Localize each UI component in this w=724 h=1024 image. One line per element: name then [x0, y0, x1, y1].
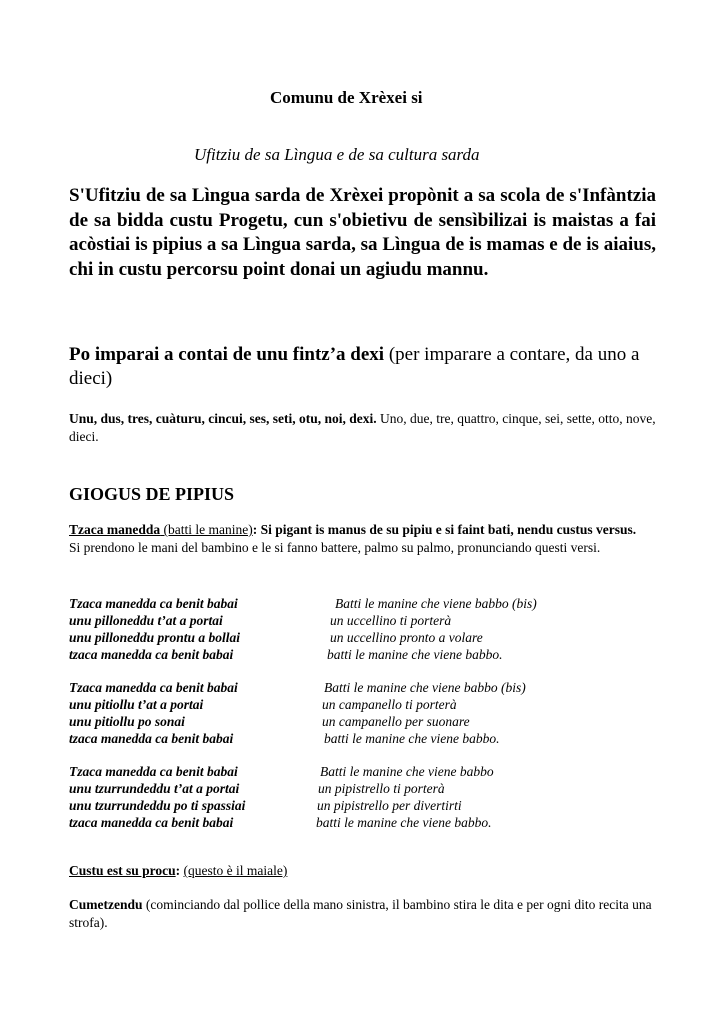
verse-line: unu pilloneddu t’at a portai: [69, 613, 223, 628]
instruction-sardinian: Si pigant is manus de su pipiu e si faint bati, nendu custus versus.: [257, 522, 637, 537]
pig-title: Custu est su procu: [69, 863, 176, 878]
verse-line: Tzaca manedda ca benit babai: [69, 596, 238, 611]
stanza-3-sardinian: [69, 763, 245, 831]
verse-line: tzaca manedda ca benit babai: [69, 815, 234, 830]
instruction-italian: Si prendono le mani del bambino e le si fanno battere, palmo su palmo, pronunciando questi versi.: [69, 539, 601, 555]
verse-line: unu tzurrundeddu t’at a portai: [69, 781, 240, 796]
counting-heading-sardinian: Po imparai a contai de unu fintz’a dexi: [69, 344, 385, 365]
verse-line: unu pilloneddu prontu a bollai: [69, 630, 241, 645]
counting-paragraph: [69, 410, 659, 445]
verse-line: tzaca manedda ca benit babai: [69, 731, 234, 746]
verse-line: unu tzurrundeddu po ti spassiai: [69, 798, 246, 813]
verse-line: Tzaca manedda ca benit babai: [69, 764, 238, 779]
counting-heading: [69, 343, 659, 391]
counting-heading-italian: (per imparare a contare, da uno a dieci): [69, 344, 640, 389]
verse-line: batti le manine che viene babbo.: [327, 647, 503, 662]
verse-line: un pipistrello per divertirti: [317, 798, 462, 813]
stanza-1-sardinian: [69, 595, 240, 663]
game-colon: :: [252, 522, 258, 537]
verse-line: Batti le manine che viene babbo (bis): [335, 596, 537, 611]
final-paragraph: [69, 896, 659, 931]
verse-line: unu pitiollu t’at a portai: [69, 697, 204, 712]
stanza-2-sardinian: [69, 679, 238, 747]
verse-line: Batti le manine che viene babbo (bis): [324, 680, 526, 695]
verse-line: batti le manine che viene babbo.: [324, 731, 500, 746]
pig-note: (questo è il maiale): [183, 863, 288, 878]
pig-heading: [69, 863, 287, 879]
final-text: (cominciando dal pollice della mano sinistra, il bambino stira le dita e per ogni dito recita una strofa).: [69, 897, 652, 930]
game-instruction: [69, 521, 659, 556]
game-title-note: (batti le manine): [160, 522, 253, 537]
page-subtitle: Ufitziu de sa Lìngua e de sa cultura sarda: [194, 145, 480, 164]
verse-line: un pipistrello ti porterà: [318, 781, 445, 796]
intro-paragraph: S'Ufitziu de sa Lìngua sarda de Xrèxei propònit a sa scola de s'Infàntzia de sa bidda custu Progetu, cun s'obietivu de sensìbilizai is maistas a fai acòstiai is pipius a sa Lìngua sarda, sa Lìngua de is mamas e de is aiaius, chi in custu percorsu point donai un agiudu mannu.: [69, 185, 656, 280]
game-title: Tzaca manedda: [69, 522, 161, 537]
verse-line: batti le manine che viene babbo.: [316, 815, 492, 830]
final-bold: Cumetzendu: [69, 897, 143, 912]
counting-sardinian: Unu, dus, tres, cuàturu, cincui, ses, seti, otu, noi, dexi.: [69, 411, 377, 426]
page-title: Comunu de Xrèxei si: [270, 88, 423, 107]
verse-line: Tzaca manedda ca benit babai: [69, 680, 238, 695]
pig-colon: :: [175, 863, 181, 878]
stanza-3-italian: [316, 763, 494, 831]
verse-line: Batti le manine che viene babbo: [320, 764, 494, 779]
verse-line: un campanello ti porterà: [322, 697, 457, 712]
verse-line: un campanello per suonare: [322, 714, 470, 729]
games-heading: GIOGUS DE PIPIUS: [69, 484, 235, 504]
counting-italian: Uno, due, tre, quattro, cinque, sei, sette, otto, nove, dieci.: [69, 411, 656, 444]
verse-line: tzaca manedda ca benit babai: [69, 647, 234, 662]
stanza-2-italian: [322, 679, 526, 747]
verse-line: un uccellino ti porterà: [330, 613, 452, 628]
stanza-1-italian: [327, 595, 537, 663]
verse-line: unu pitiollu po sonai: [69, 714, 185, 729]
verse-line: un uccellino pronto a volare: [330, 630, 483, 645]
